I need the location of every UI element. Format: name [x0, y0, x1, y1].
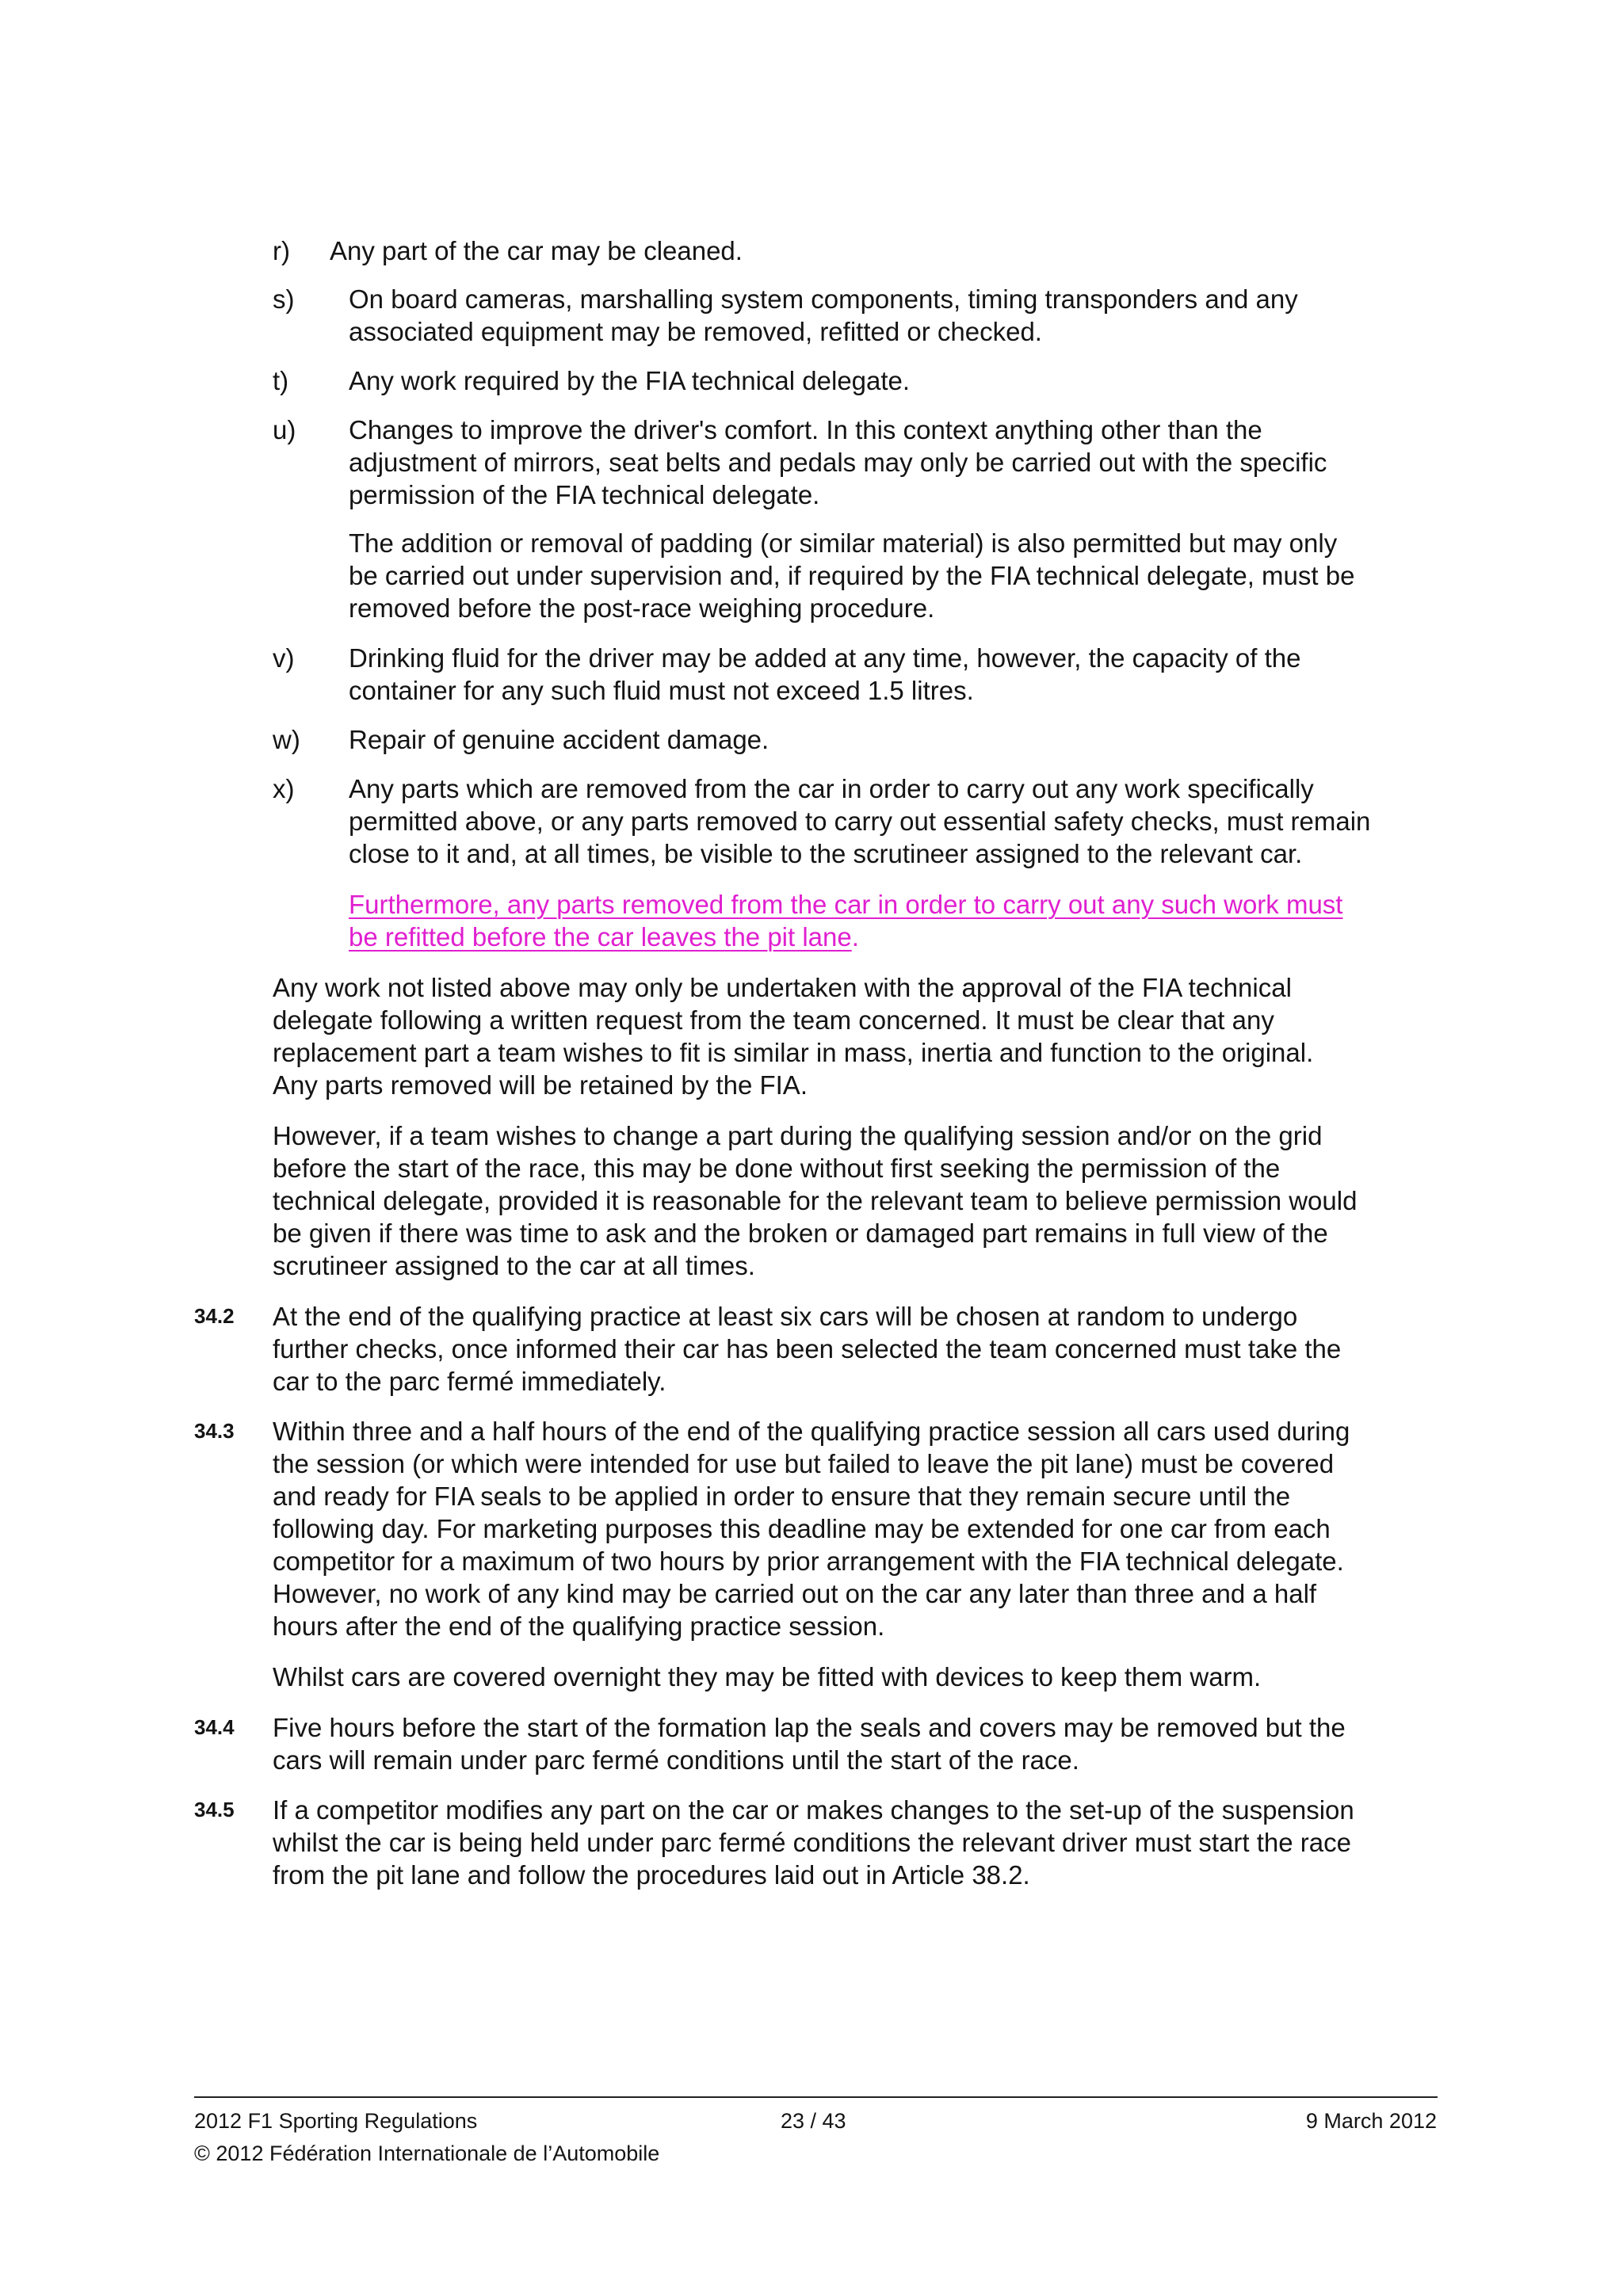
article-34-2-line-1: At the end of the qualifying practice at least six cars will be chosen at random to undergo — [273, 1302, 1298, 1331]
para-work-line-4: Any parts removed will be retained by the FIA. — [273, 1070, 808, 1100]
item-t-line-1: Any work required by the FIA technical delegate. — [349, 366, 911, 395]
item-v-line-1: Drinking fluid for the driver may be added at any time, however, the capacity of the — [349, 643, 1301, 673]
para-however-line-5: scrutineer assigned to the car at all times. — [273, 1251, 755, 1280]
item-w-line-1: Repair of genuine accident damage. — [349, 725, 769, 754]
article-number-34-4: 34.4 — [194, 1715, 235, 1739]
article-number-34-5: 34.5 — [194, 1798, 235, 1821]
item-u-para2-line-3: removed before the post-race weighing procedure. — [349, 593, 935, 623]
footer-date: 9 March 2012 — [1305, 2109, 1437, 2133]
footer-divider — [194, 2096, 1438, 2098]
article-34-4-line-1: Five hours before the start of the formation lap the seals and covers may be removed but the — [273, 1713, 1346, 1742]
highlighted-amendment-line-1: Furthermore, any parts removed from the car in order to carry out any such work must — [349, 890, 1343, 919]
article-34-3-line-7: hours after the end of the qualifying practice session. — [273, 1611, 885, 1641]
item-r-line-1: Any part of the car may be cleaned. — [330, 236, 743, 265]
article-34-2-line-3: car to the parc fermé immediately. — [273, 1367, 666, 1396]
footer-doc-title: 2012 F1 Sporting Regulations — [194, 2109, 478, 2133]
article-34-3-line-5: competitor for a maximum of two hours by prior arrangement with the FIA technical delegate. — [273, 1547, 1344, 1576]
highlighted-amendment-period: . — [851, 922, 859, 952]
item-u-line-3: permission of the FIA technical delegate. — [349, 480, 820, 509]
item-u-para2-line-1: The addition or removal of padding (or similar material) is also permitted but may only — [349, 528, 1338, 558]
article-34-3-line-6: However, no work of any kind may be carried out on the car any later than three and a half — [273, 1579, 1317, 1608]
para-work-line-3: replacement part a team wishes to fit is similar in mass, inertia and function to the original. — [273, 1038, 1314, 1067]
article-34-3-para2: Whilst cars are covered overnight they may be fitted with devices to keep them warm. — [273, 1662, 1262, 1691]
article-number-34-2: 34.2 — [194, 1304, 235, 1328]
item-label-t: t) — [273, 366, 289, 395]
item-label-r: r) — [273, 236, 290, 265]
item-x-line-2: permitted above, or any parts removed to carry out essential safety checks, must remain — [349, 807, 1371, 836]
item-x-line-3: close to it and, at all times, be visible to the scrutineer assigned to the relevant car. — [349, 839, 1303, 868]
para-however-line-1: However, if a team wishes to change a part during the qualifying session and/or on the grid — [273, 1121, 1323, 1150]
item-label-u: u) — [273, 415, 296, 444]
para-work-line-1: Any work not listed above may only be undertaken with the approval of the FIA technical — [273, 973, 1292, 1002]
item-label-x: x) — [273, 774, 295, 803]
item-s-line-2: associated equipment may be removed, refitted or checked. — [349, 317, 1042, 346]
item-u-line-1: Changes to improve the driver's comfort. In this context anything other than the — [349, 415, 1262, 444]
item-label-v: v) — [273, 643, 295, 673]
article-34-5-line-3: from the pit lane and follow the procedures laid out in Article 38.2. — [273, 1860, 1030, 1890]
para-however-line-2: before the start of the race, this may be done without first seeking the permission of the — [273, 1154, 1281, 1183]
article-34-3-line-2: the session (or which were intended for use but failed to leave the pit lane) must be covered — [273, 1449, 1335, 1478]
footer-copyright: © 2012 Fédération Internationale de l’Automobile — [194, 2142, 660, 2165]
article-34-4-line-2: cars will remain under parc fermé conditions until the start of the race. — [273, 1745, 1079, 1775]
para-work-line-2: delegate following a written request from the team concerned. It must be clear that any — [273, 1005, 1274, 1035]
highlighted-amendment-line-2 — [349, 921, 859, 953]
item-v-line-2: container for any such fluid must not exceed 1.5 litres. — [349, 676, 974, 705]
article-34-3-line-3: and ready for FIA seals to be applied in order to ensure that they remain secure until the — [273, 1482, 1291, 1511]
item-label-s: s) — [273, 284, 295, 314]
item-u-para2-line-2: be carried out under supervision and, if required by the FIA technical delegate, must be — [349, 561, 1355, 590]
article-34-3-line-1: Within three and a half hours of the end of the qualifying practice session all cars used during — [273, 1417, 1350, 1446]
item-x-line-1: Any parts which are removed from the car in order to carry out any work specifically — [349, 774, 1314, 803]
item-u-line-2: adjustment of mirrors, seat belts and pedals may only be carried out with the specific — [349, 448, 1327, 477]
para-however-line-4: be given if there was time to ask and the broken or damaged part remains in full view of the — [273, 1219, 1328, 1248]
item-label-w: w) — [273, 725, 300, 754]
para-however-line-3: technical delegate, provided it is reasonable for the relevant team to believe permission would — [273, 1186, 1358, 1215]
item-s-line-1: On board cameras, marshalling system components, timing transponders and any — [349, 284, 1298, 314]
article-34-3-line-4: following day. For marketing purposes this deadline may be extended for one car from each — [273, 1514, 1331, 1543]
highlighted-amendment-text: be refitted before the car leaves the pit lane — [349, 922, 852, 952]
footer-page-number: 23 / 43 — [781, 2109, 846, 2133]
article-34-5-line-1: If a competitor modifies any part on the car or makes changes to the set-up of the suspension — [273, 1795, 1354, 1825]
article-number-34-3: 34.3 — [194, 1419, 235, 1443]
article-34-5-line-2: whilst the car is being held under parc fermé conditions the relevant driver must start the race — [273, 1828, 1351, 1857]
article-34-2-line-2: further checks, once informed their car has been selected the team concerned must take the — [273, 1334, 1342, 1363]
